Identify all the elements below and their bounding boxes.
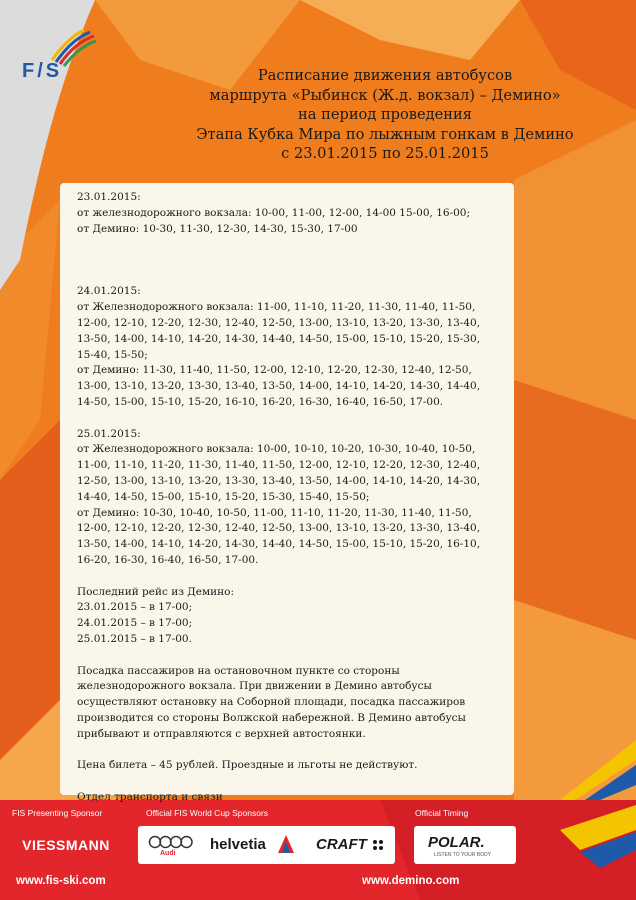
schedule-line: 14-40, 14-50, 15-00, 15-10, 15-20, 15-30, 15-40, 15-50; (77, 490, 370, 503)
helvetia-mark-icon (278, 835, 294, 853)
title-line: с 23.01.2015 по 25.01.2015 (281, 145, 489, 162)
schedule-date: 23.01.2015: (77, 191, 141, 203)
polar-logo (414, 826, 516, 864)
helvetia-logo-text: helvetia (210, 836, 266, 853)
title-line: Этапа Кубка Мира по лыжным гонкам в Демино (196, 125, 574, 143)
last-departures-heading: Последний рейс из Демино: (77, 585, 235, 598)
worldcup-sponsors-label: Official FIS World Cup Sponsors (146, 808, 269, 818)
schedule-day-1 (77, 190, 517, 237)
schedule-line: 13-50, 14-00, 14-10, 14-20, 14-30, 14-40, 14-50, 15-00, 15-10, 15-20, 15-30, (77, 332, 481, 345)
last-departures (77, 585, 517, 648)
viessmann-logo-text: VIESSMANN (22, 837, 110, 853)
viessmann-logo (10, 826, 122, 864)
schedule-date: 24.01.2015: (77, 285, 141, 298)
schedule-line: от Демино: 11-30, 11-40, 11-50, 12-00, 12-10, 12-20, 12-30, 12-40, 12-50, (77, 364, 472, 377)
audi-rings-icon (148, 835, 194, 849)
craft-dots-icon (372, 839, 384, 851)
schedule-line: от железнодорожного вокзала: 10-00, 11-00, 12-00, 14-00 15-00, 16-00; (77, 206, 471, 219)
title-line: Расписание движения автобусов (257, 67, 513, 84)
schedule-line: 13-00, 13-10, 13-20, 13-30, 13-40, 13-50, 14-00, 14-10, 14-20, 14-30, 14-40, (77, 380, 481, 393)
last-departure-line: 24.01.2015 – в 17-00; (77, 617, 193, 630)
schedule-line: 11-00, 11-10, 11-20, 11-30, 11-40, 11-50, 12-00, 12-10, 12-20, 12-30, 12-40, (77, 459, 481, 472)
ticket-price: Цена билета – 45 рублей. Проездные и льготы не действуют. (77, 759, 418, 772)
schedule-line: 13-50, 14-00, 14-10, 14-20, 14-30, 14-40, 14-50, 15-00, 15-10, 15-20, 16-10, (77, 538, 481, 551)
schedule-line: от Железнодорожного вокзала: 10-00, 10-10, 10-20, 10-30, 10-40, 10-50, (77, 443, 476, 456)
schedule-line: 14-50, 15-00, 15-10, 15-20, 16-10, 16-20, 16-30, 16-40, 16-50, 17-00. (77, 395, 444, 408)
craft-logo-text: CRAFT (316, 836, 367, 853)
schedule-day-2 (77, 284, 517, 410)
last-departure-line: 23.01.2015 – в 17-00; (77, 601, 193, 614)
demino-website-url[interactable]: www.demino.com (362, 875, 460, 887)
schedule-line: 12-00, 12-10, 12-20, 12-30, 12-40, 12-50, 13-00, 13-10, 13-20, 13-30, 13-40, (77, 522, 481, 535)
schedule-line: от Демино: 10-30, 10-40, 10-50, 11-00, 11-10, 11-20, 11-30, 11-40, 11-50, (77, 506, 472, 519)
notice-line: прибывают и отправляются с верхней автостоянки. (77, 727, 366, 740)
schedule-line: 12-00, 12-10, 12-20, 12-30, 12-40, 12-50, 13-00, 13-10, 13-20, 13-30, 13-40, (77, 316, 481, 329)
fis-website-url[interactable]: www.fis-ski.com (16, 875, 106, 887)
notice-line: железнодорожного вокзала. При движении в Демино автобусы (77, 680, 432, 693)
worldcup-sponsors-box (138, 826, 395, 864)
polar-logo-text: POLAR. (428, 834, 485, 851)
audi-logo-text: Audi (160, 850, 176, 857)
notice-line: осуществляют остановку на Соборной площади, посадка пассажиров (77, 696, 466, 709)
schedule-line: 15-40, 15-50; (77, 348, 148, 361)
fis-logo-text: F/S (22, 60, 63, 82)
notice-line: производится со стороны Волжской набережной. В Демино автобусы (77, 711, 466, 724)
title-line: маршрута «Рыбинск (Ж.д. вокзал) – Демино» (209, 86, 561, 104)
schedule-content (77, 190, 517, 806)
schedule-line: от Железнодорожного вокзала: 11-00, 11-10, 11-20, 11-30, 11-40, 11-50, (77, 301, 476, 314)
schedule-line: от Демино: 10-30, 11-30, 12-30, 14-30, 15-30, 17-00 (77, 222, 358, 235)
notice-line: Посадка пассажиров на остановочном пункте со стороны (77, 664, 400, 677)
presenting-sponsor-label: FIS Presenting Sponsor (12, 808, 103, 818)
title-line: на период проведения (298, 106, 472, 123)
schedule-day-3 (77, 427, 517, 569)
last-departure-line: 25.01.2015 – в 17-00. (77, 632, 192, 645)
schedule-date: 25.01.2015: (77, 427, 141, 440)
schedule-line: 12-50, 13-00, 13-10, 13-20, 13-30, 13-40, 13-50, 14-00, 14-10, 14-20, 14-30, (77, 474, 481, 487)
polar-tagline: LISTEN TO YOUR BODY (434, 852, 491, 858)
schedule-line: 16-20, 16-30, 16-40, 16-50, 17-00. (77, 553, 259, 566)
document-title (150, 66, 620, 164)
boarding-notice (77, 664, 517, 743)
official-timing-label: Official Timing (415, 808, 469, 818)
signature: Отдел транспорта и связи (77, 790, 223, 803)
